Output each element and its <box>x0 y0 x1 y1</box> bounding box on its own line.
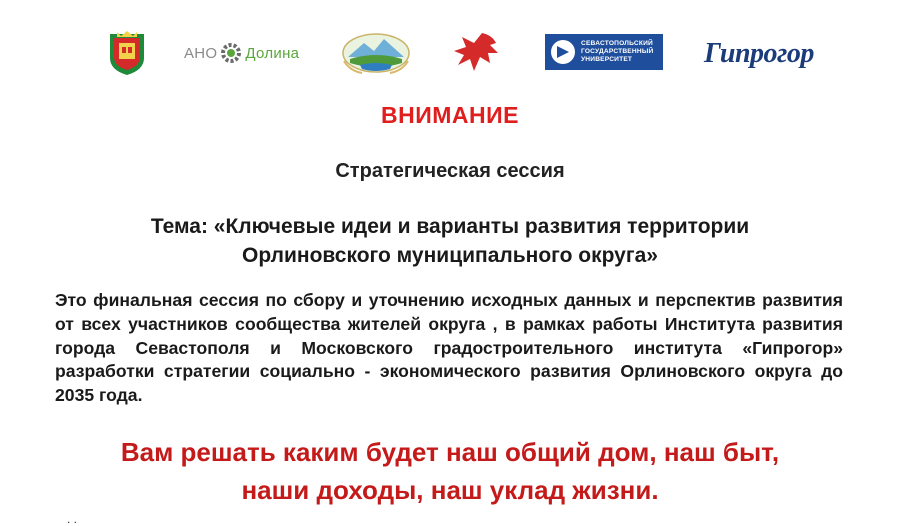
ano-dolina-logo <box>184 28 299 78</box>
topic-line-2: Орлиновского муниципального округа» <box>242 244 658 267</box>
sevsu-line-1: СЕВАСТОПОЛЬСКИЙ <box>581 40 653 47</box>
landscape-emblem-logo <box>340 28 412 78</box>
coat-of-arms-logo <box>108 28 146 78</box>
dolina-label: Долина <box>245 44 300 62</box>
griffin-logo <box>452 28 502 78</box>
ano-label: АНО <box>184 44 218 62</box>
partner-logos <box>0 28 900 78</box>
appeal-line-1: Вам решать каким будет наш общий дом, наш быт, <box>120 437 780 467</box>
footer-dots: . . <box>67 512 78 526</box>
session-title: Стратегическая сессия <box>335 160 565 182</box>
gear-icon <box>219 41 243 65</box>
sevsu-line-2: ГОСУДАРСТВЕННЫЙ <box>581 48 654 55</box>
topic-heading <box>0 212 900 270</box>
sevsu-logo <box>545 34 663 70</box>
appeal-text <box>0 433 900 509</box>
appeal-line-2: наши доходы, наш уклад жизни. <box>241 475 659 505</box>
sevsu-arrow-icon <box>551 40 575 64</box>
giprogor-logo: Гипрогор <box>704 38 814 69</box>
topic-line-1: Тема: «Ключевые идеи и варианты развития территории <box>150 215 750 238</box>
attention-heading: ВНИМАНИЕ <box>380 102 519 128</box>
session-description: Это финальная сессия по сбору и уточнению исходных данных и перспектив развития от всех участников сообщества жителей округа , в рамках работы Института развития города Севастополя и Московского градостроительного института «Гипрогор» разработки стратегии социально - экономического развития Орлиновского округа до 2035 года. <box>55 290 843 406</box>
sevsu-line-3: УНИВЕРСИТЕТ <box>581 56 633 63</box>
